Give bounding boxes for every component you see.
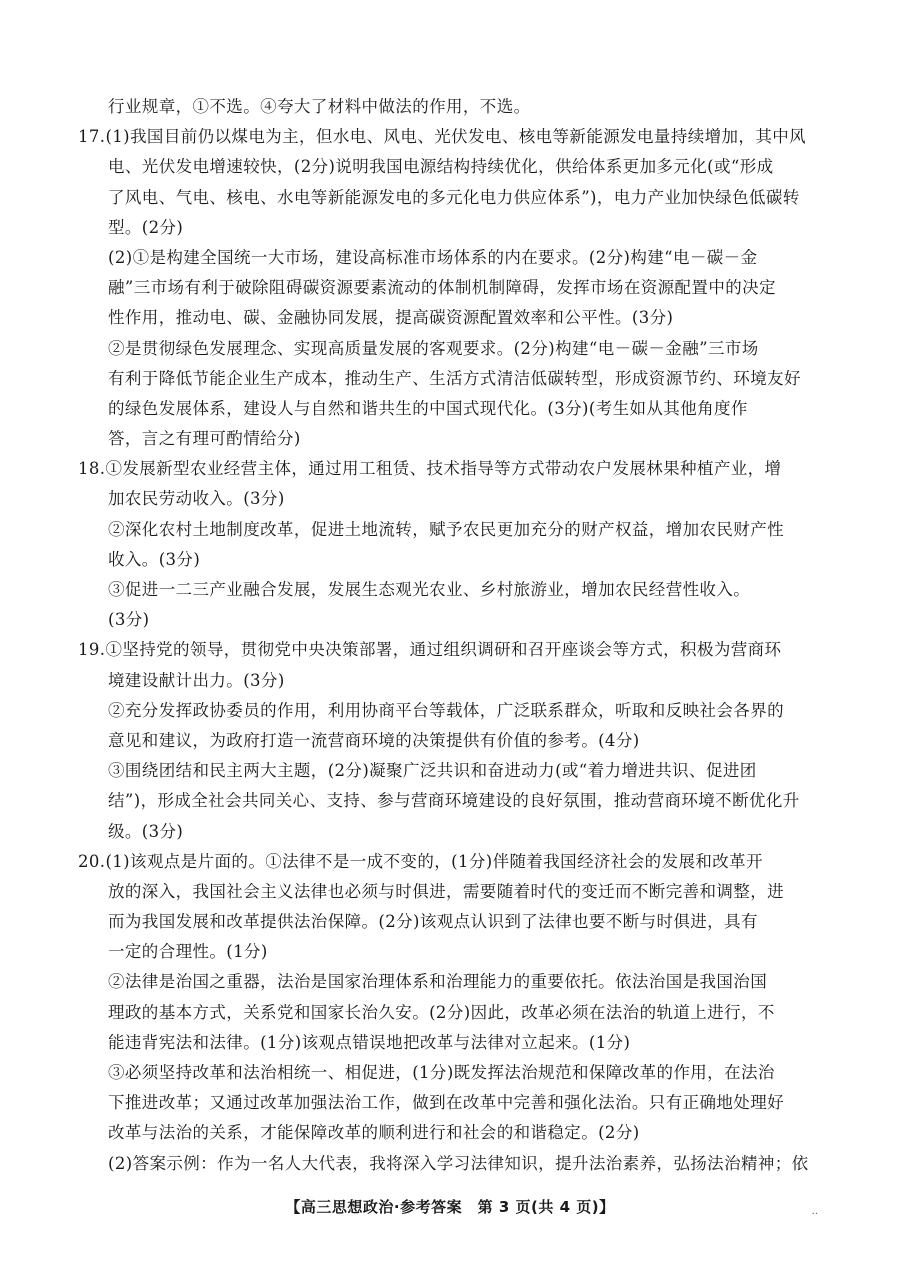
text-line: ②法律是治国之重器，法治是国家治理体系和治理能力的重要依托。依法治国是我国治国 [108, 972, 768, 992]
text-line: 能违背宪法和法律。(1分)该观点错误地把改革与法律对立起来。(1分) [108, 1032, 631, 1052]
text-line: 融”三市场有利于破除阻碍碳资源要素流动的体制机制障碍，发挥市场在资源配置中的决定 [108, 278, 776, 298]
text-line: 一定的合理性。(1分) [108, 942, 268, 962]
text-line: ③必须坚持改革和法治相统一、相促进，(1分)既发挥法治规范和保障改革的作用，在法治 [108, 1063, 775, 1082]
text-line: 性作用，推动电、碳、金融协同发展，提高碳资源配置效率和公平性。(3分) [108, 308, 674, 328]
text-line: 答，言之有理可酌情给分) [108, 429, 301, 449]
text-line: (2)①是构建全国统一大市场，建设高标准市场体系的内在要求。(2分)构建“电－碳－金 [108, 247, 758, 267]
answer-text-body [78, 92, 818, 1179]
text-line: ②充分发挥政协委员的作用，利用协商平台等载体，广泛联系群众，听取和反映社会各界的 [108, 700, 784, 720]
text-line: ②深化农村土地制度改革，促进土地流转，赋予农民更加充分的财产权益，增加农民财产性 [108, 519, 784, 539]
text-line: ③围绕团结和民主两大主题，(2分)凝聚广泛共识和奋进动力(或“着力增进共识、促进团 [108, 761, 757, 781]
text-line: 放的深入，我国社会主义法律也必须与时俱进，需要随着时代的变迁而不断完善和调整，进 [108, 881, 784, 901]
text-line: 理政的基本方式，关系党和国家长治久安。(2分)因此，改革必须在法治的轨道上进行，不 [108, 1002, 775, 1022]
text-line: 了风电、气电、核电、水电等新能源发电的多元化电力供应体系”)，电力产业加快绿色低碳转 [108, 187, 800, 207]
text-line: 行业规章，①不选。④夸大了材料中做法的作用，不选。 [108, 97, 531, 116]
text-line: 级。(3分) [108, 821, 184, 841]
text-line: 电、光伏发电增速较快，(2分)说明我国电源结构持续优化，供给体系更加多元化(或“形成 [108, 157, 774, 177]
text-line: ③促进一二三产业融合发展，发展生态观光农业、乡村旅游业，增加农民经营性收入。 [108, 580, 751, 599]
text-line: 下推进改革；又通过改革加强法治工作，做到在改革中完善和强化法治。只有正确地处理好 [108, 1093, 784, 1113]
corner-mark: .. [811, 1206, 818, 1217]
text-line: 收入。(3分) [108, 549, 201, 569]
text-line: 有利于降低节能企业生产成本，推动生产、生活方式清洁低碳转型，形成资源节约、环境友好 [108, 368, 801, 388]
page-footer: 【高三思想政治·参考答案 第 3 页(共 4 页)】 [285, 1198, 615, 1216]
text-line: (2)答案示例：作为一名人大代表，我将深入学习法律知识，提升法治素养，弘扬法治精神；依 [108, 1153, 809, 1173]
text-line: 19.①坚持党的领导，贯彻党中央决策部署，通过组织调研和召开座谈会等方式，积极为营商环 [78, 640, 782, 660]
text-line: 型。(2分) [108, 217, 184, 237]
text-line: 18.①发展新型农业经营主体，通过用工租赁、技术指导等方式带动农户发展林果种植产业，增 [78, 459, 782, 479]
text-line: 结”)，形成全社会共同关心、支持、参与营商环境建设的良好氛围，推动营商环境不断优化升 [108, 791, 800, 811]
text-line: (3分) [108, 610, 150, 630]
text-line: ②是贯彻绿色发展理念、实现高质量发展的客观要求。(2分)构建“电－碳－金融”三市场 [108, 338, 759, 358]
text-line: 17.(1)我国目前仍以煤电为主，但水电、风电、光伏发电、核电等新能源发电量持续增加，其中风 [78, 127, 807, 147]
text-line: 的绿色发展体系，建设人与自然和谐共生的中国式现代化。(3分)(考生如从其他角度作 [108, 398, 748, 418]
text-line: 加农民劳动收入。(3分) [108, 489, 285, 509]
text-line: 20.(1)该观点是片面的。①法律不是一成不变的，(1分)伴随着我国经济社会的发展和改革开 [78, 851, 763, 871]
text-line: 意见和建议，为政府打造一流营商环境的决策提供有价值的参考。(4分) [108, 730, 640, 750]
text-line: 改革与法治的关系，才能保障改革的顺利进行和社会的和谐稳定。(2分) [108, 1123, 640, 1143]
text-line: 境建设献计出力。(3分) [108, 670, 285, 690]
text-line: 而为我国发展和改革提供法治保障。(2分)该观点认识到了法律也要不断与时俱进，具有 [108, 912, 758, 932]
